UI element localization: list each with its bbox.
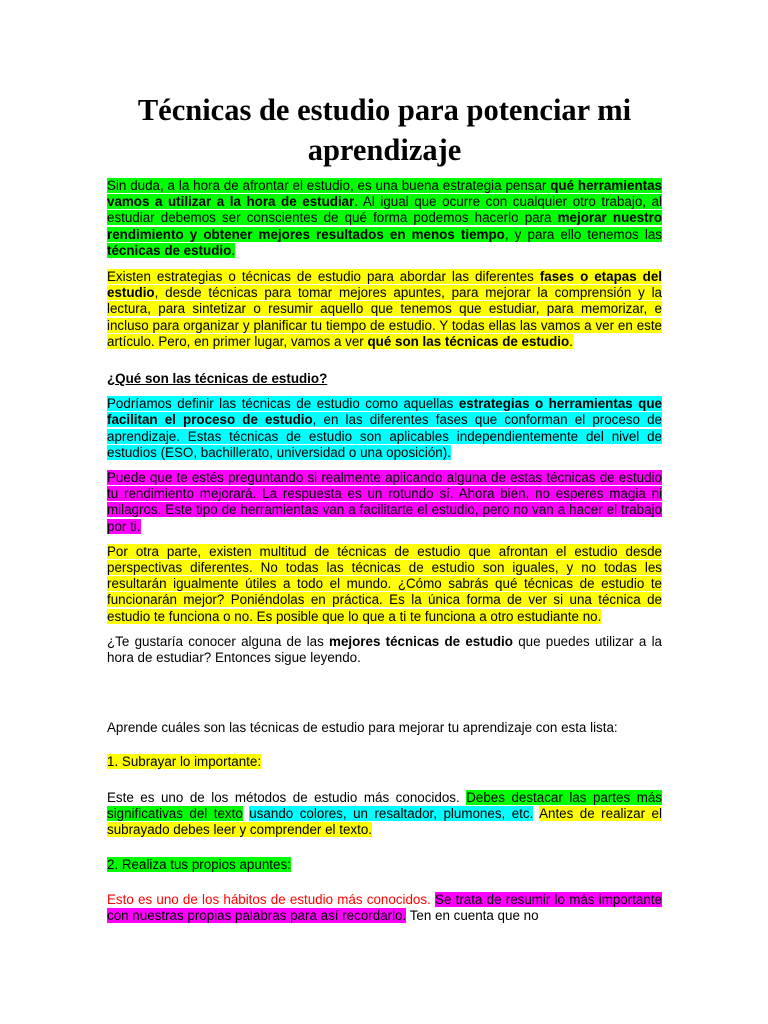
highlighted-text: Podríamos definir las técnicas de estudio como aquellas [107,396,459,412]
bold-highlighted-text: estrategias o herramientas que facilitan el proceso de estudio [107,396,662,428]
plain-text: Ten en cuenta que no [406,907,539,923]
highlighted-text: Existen estrategias o técnicas de estudio para abordar las diferentes [107,269,540,285]
paragraph-list-intro: Aprende cuáles son las técnicas de estudio para mejorar tu aprendizaje con esta lista: [107,720,618,736]
highlighted-text: Debes destacar las partes más significativas del texto [107,789,662,821]
plain-text: Este es uno de los métodos de estudio más conocidos. [107,789,467,805]
bold-highlighted-text: qué son las técnicas de estudio [367,333,570,349]
paragraph-underline [107,790,662,839]
paragraph-performance [107,470,662,535]
highlighted-text: Se trata de resumir lo más importante con nuestras propias palabras para así recordarlo. [107,891,662,923]
bold-highlighted-text: técnicas de estudio [107,242,232,258]
plain-text: que puedes utilizar a la hora de estudiar? Entonces sigue leyendo. [107,633,662,666]
highlighted-text: Puede que te estés preguntando si realmente aplicando alguna de estas técnicas de estudio tu rendimiento mejorará. La respuesta es un rotundo sí. Ahora bien, no esperes magia ni milagros. Este tipo de herramientas van a facilitarte el estudio, pero no van a hacer el trabajo por ti. [107,470,662,534]
paragraph-multitude [107,544,662,625]
list-item-title [107,857,662,873]
paragraph-strategies [107,269,662,350]
highlighted-text: Sin duda, a la hora de afrontar el estudio, es una buena estrategia pensar [107,178,551,193]
list-item-title [107,754,662,770]
paragraph-notes [107,892,662,924]
plain-text: ¿Te gustaría conocer alguna de las [107,633,330,649]
highlighted-text: usando colores, un resaltador, plumones, etc. [249,805,534,821]
paragraph-intro [107,178,662,259]
paragraph-definition [107,396,662,461]
highlighted-text: 2. Realiza tus propios apuntes: [107,857,291,873]
highlighted-text: , en las diferentes fases que conforman el proceso de aprendizaje. Estas técnicas de estudio son aplicables independientemente del nivel de estudios (ESO, bachillerato, universidad o una oposición). [107,412,662,460]
highlighted-text: 1. Subrayar lo importante: [107,754,262,770]
bold-highlighted-text: fases o etapas del estudio [107,269,662,301]
section-heading: ¿Qué son las técnicas de estudio? [107,371,328,387]
paragraph-question [107,634,662,666]
document-page [107,90,662,924]
bold-text: mejores técnicas de estudio [329,633,513,649]
highlighted-text: , desde técnicas para tomar mejores apuntes, para mejorar la comprensión y la lectura, para sintetizar o resumir aquello que tenemos que estudiar, para memorizar, e incluso para organizar y planificar tu tiempo de estudio. Y todas ellas las vamos a ver en este artículo. Pero, en primer lugar, vamos a ver [107,285,662,349]
highlighted-text: . [231,242,236,258]
highlighted-text: , y para ello tenemos las [504,226,662,242]
highlighted-text: . Al igual que ocurre con cualquier otro trabajo, al estudiar debemos ser conscientes de qué forma podemos hacerlo para [107,194,662,226]
bold-highlighted-text: mejorar nuestro rendimiento y obtener mejores resultados en menos tiempo [107,210,662,242]
highlighted-text: . [569,333,573,349]
highlighted-text: Por otra parte, existen multitud de técnicas de estudio que afrontan el estudio desde perspectivas diferentes. No todas las técnicas de estudio son iguales, y no todas les resultarán igualmente útiles a todo el mundo. ¿Cómo sabrás qué técnicas de estudio te funcionarán mejor? Poniéndolas en práctica. Es la única forma de ver si una técnica de estudio te funciona o no. Es posible que lo que a ti te funciona a otro estudiante no. [107,543,662,624]
highlighted-text: Antes de realizar el subrayado debes leer y comprender el texto. [107,805,662,838]
bold-highlighted-text: qué herramientas vamos a utilizar a la hora de estudiar [107,178,662,210]
red-text: Esto es uno de los hábitos de estudio más conocidos. [107,891,436,907]
document-title: Técnicas de estudio para potenciar mi aprendizaje [137,93,632,167]
